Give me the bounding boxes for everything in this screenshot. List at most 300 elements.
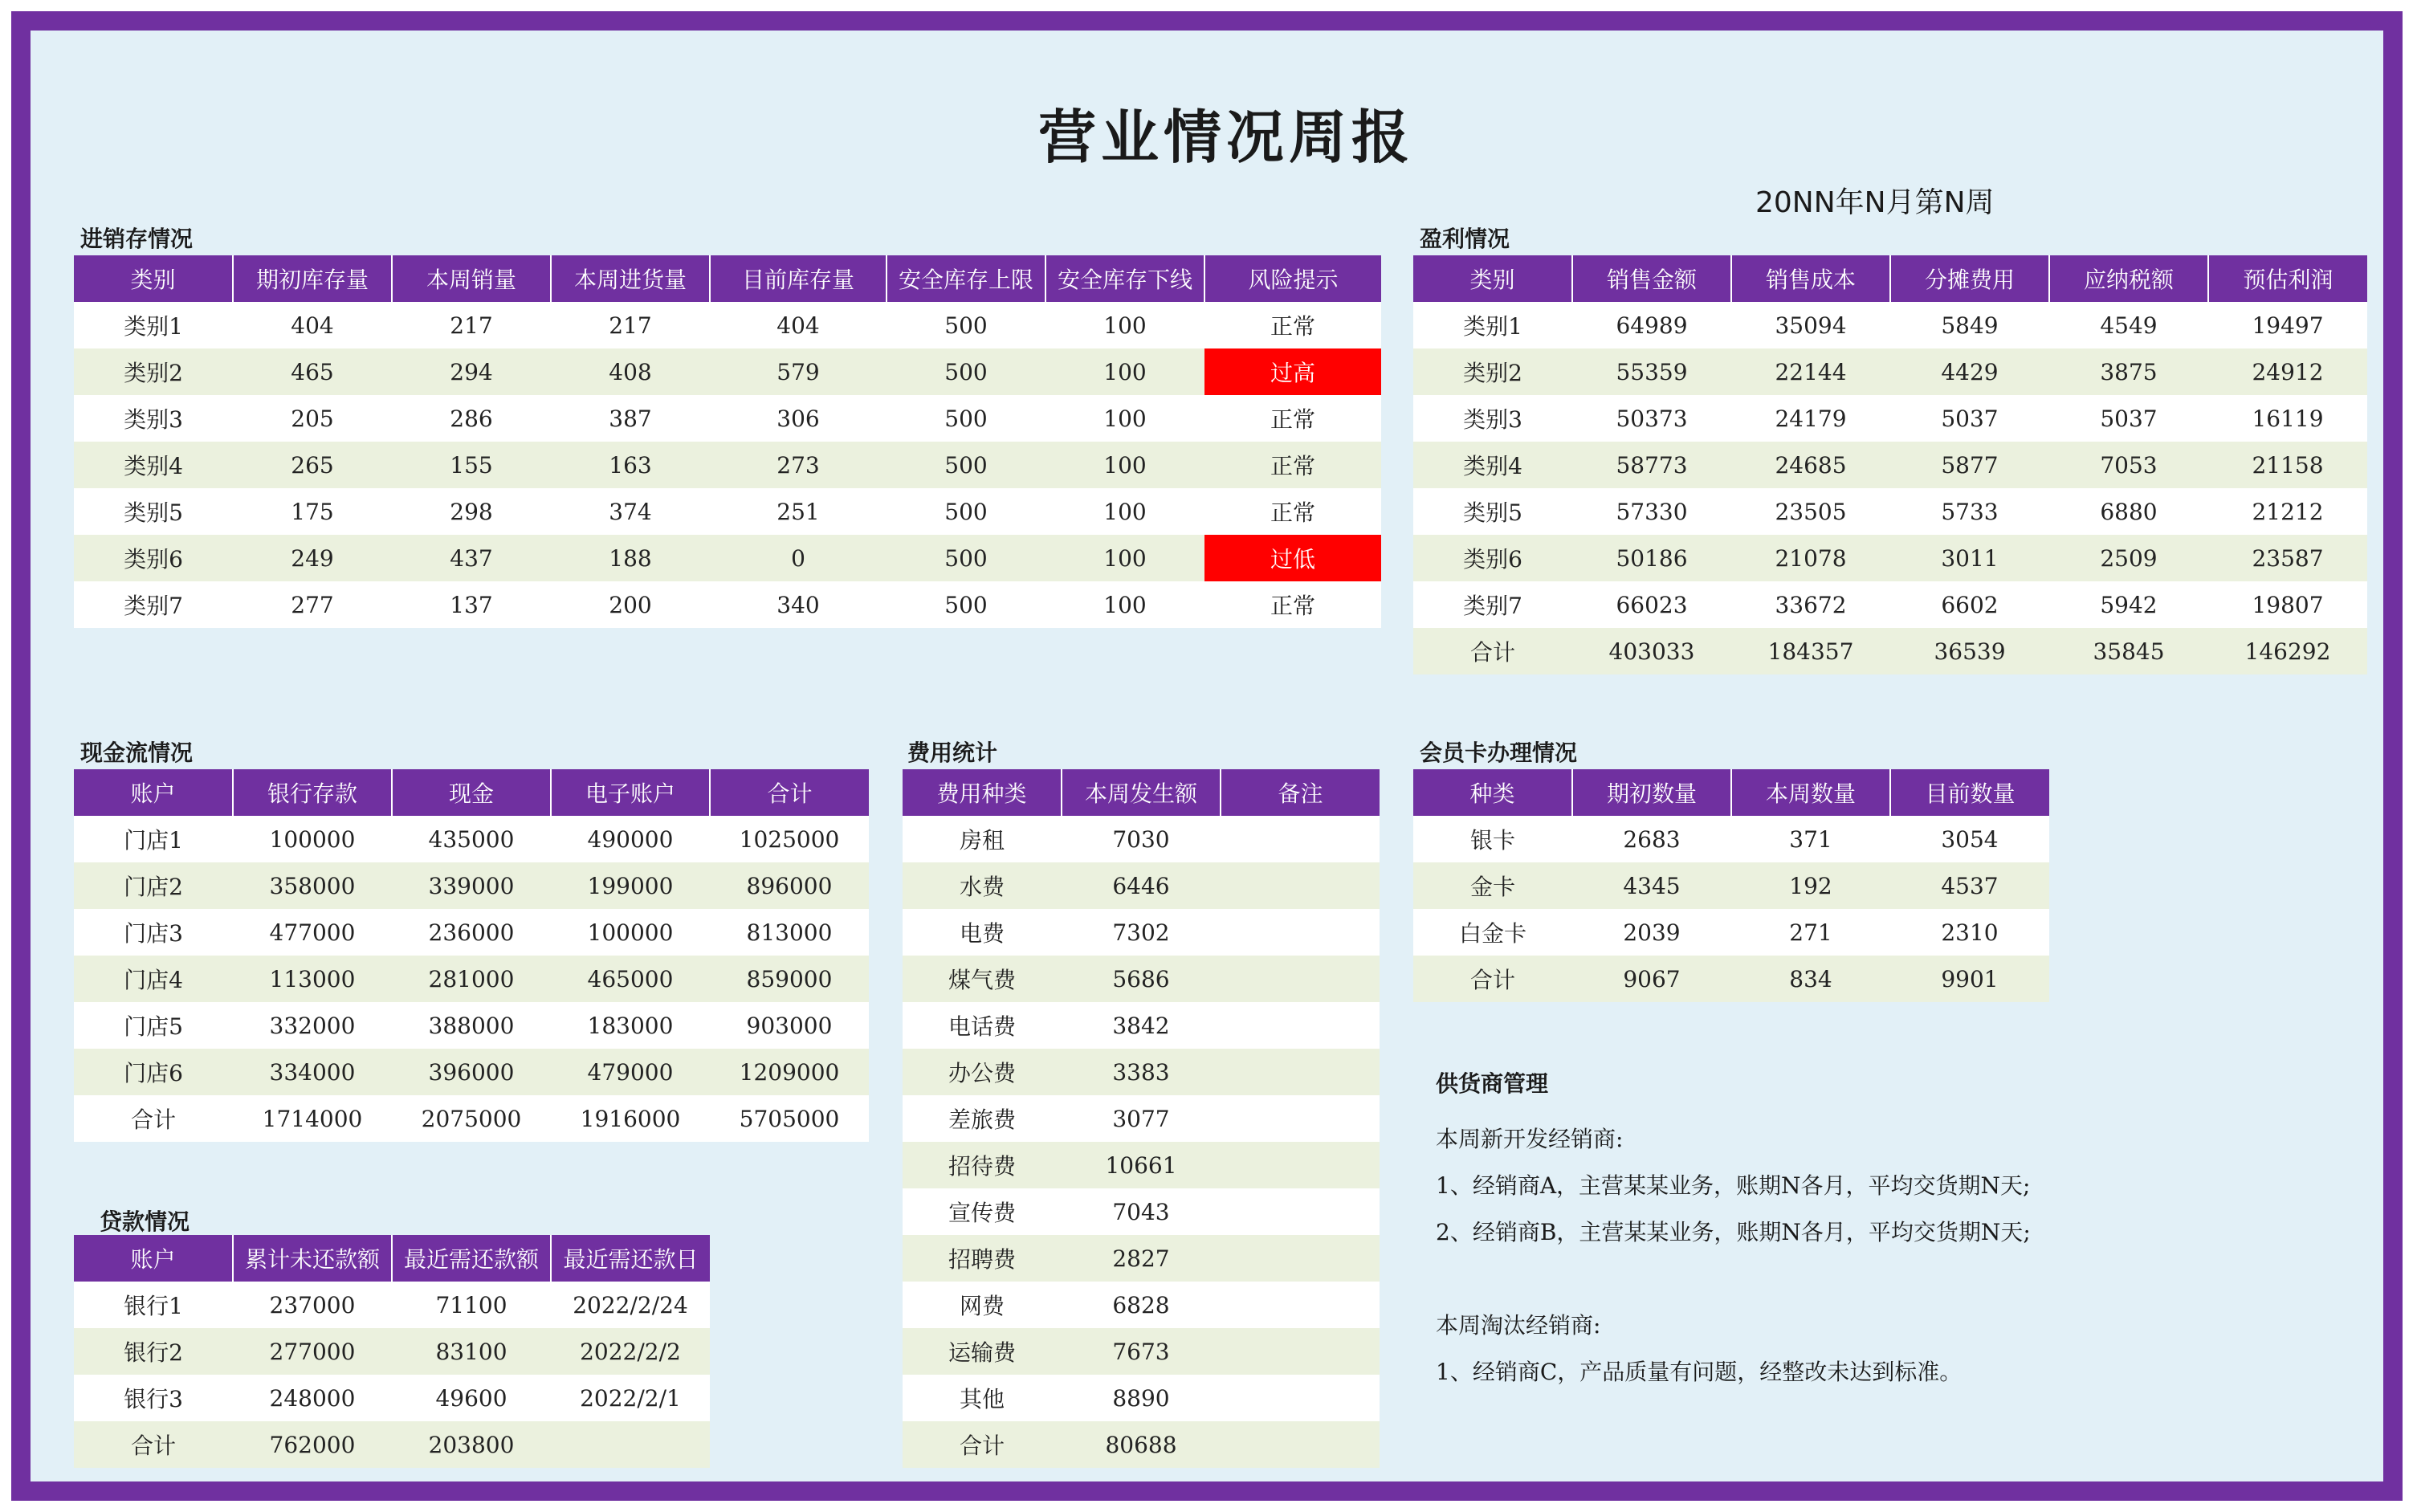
column-header: 类别	[74, 255, 233, 302]
table-cell: 正常	[1204, 395, 1381, 442]
table-cell: 合计	[903, 1421, 1062, 1468]
table-cell: 100	[1045, 442, 1204, 488]
table-row	[1413, 302, 2367, 348]
table-cell: 374	[551, 488, 710, 535]
table-cell	[1221, 909, 1380, 956]
table-cell: 网费	[903, 1282, 1062, 1328]
table-cell: 2310	[1890, 909, 2049, 956]
table-row	[903, 1282, 1380, 1328]
membership-table	[1413, 769, 2049, 1002]
table-cell: 门店6	[74, 1049, 233, 1095]
table-cell: 房租	[903, 816, 1062, 862]
table-cell: 217	[392, 302, 551, 348]
supplier-removed-item: 1、经销商C，产品质量有问题，经整改未达到标准。	[1436, 1359, 1963, 1385]
table-row	[903, 909, 1380, 956]
table-row	[903, 1095, 1380, 1142]
column-header: 应纳税额	[2049, 255, 2208, 302]
table-cell: 正常	[1204, 581, 1381, 628]
table-cell: 834	[1731, 956, 1890, 1002]
table-cell: 155	[392, 442, 551, 488]
table-row	[74, 442, 1381, 488]
table-row	[74, 1421, 710, 1468]
table-cell: 类别6	[1413, 535, 1572, 581]
table-cell: 5037	[2049, 395, 2208, 442]
table-cell: 23587	[2208, 535, 2367, 581]
table-cell: 277	[233, 581, 392, 628]
table-cell: 3054	[1890, 816, 2049, 862]
table-cell: 3842	[1062, 1002, 1221, 1049]
table-cell: 33672	[1731, 581, 1890, 628]
column-header: 类别	[1413, 255, 1572, 302]
table-cell: 271	[1731, 909, 1890, 956]
table-row	[1413, 442, 2367, 488]
table-cell: 23505	[1731, 488, 1890, 535]
table-row	[1413, 535, 2367, 581]
column-header: 安全库存上限	[887, 255, 1045, 302]
table-row	[903, 1235, 1380, 1282]
table-cell: 金卡	[1413, 862, 1572, 909]
table-cell: 白金卡	[1413, 909, 1572, 956]
table-cell: 5849	[1890, 302, 2049, 348]
table-cell: 340	[710, 581, 887, 628]
table-cell: 4537	[1890, 862, 2049, 909]
table-cell: 163	[551, 442, 710, 488]
column-header: 安全库存下线	[1045, 255, 1204, 302]
table-cell: 465	[233, 348, 392, 395]
table-cell: 205	[233, 395, 392, 442]
table-cell: 7043	[1062, 1188, 1221, 1235]
table-row	[74, 1375, 710, 1421]
column-header: 销售成本	[1731, 255, 1890, 302]
column-header: 合计	[710, 769, 869, 816]
table-cell: 7030	[1062, 816, 1221, 862]
supplier-removed-label: 本周淘汰经销商:	[1436, 1312, 1601, 1339]
table-cell: 类别2	[1413, 348, 1572, 395]
column-header: 账户	[74, 769, 233, 816]
table-cell: 合计	[1413, 956, 1572, 1002]
table-cell: 403033	[1572, 628, 1731, 674]
expenses-section-title: 费用统计	[907, 740, 998, 766]
table-cell: 50186	[1572, 535, 1731, 581]
loans-section-title: 贷款情况	[100, 1208, 190, 1235]
table-cell: 电话费	[903, 1002, 1062, 1049]
supplier-new-item: 2、经销商B，主营某某业务，账期N各月，平均交货期N天;	[1436, 1219, 2031, 1245]
table-cell: 762000	[233, 1421, 392, 1468]
table-cell	[1221, 1375, 1380, 1421]
table-cell: 招聘费	[903, 1235, 1062, 1282]
column-header: 费用种类	[903, 769, 1062, 816]
table-row	[74, 1282, 710, 1328]
table-cell: 100	[1045, 581, 1204, 628]
table-cell: 24179	[1731, 395, 1890, 442]
table-row	[1413, 862, 2049, 909]
table-cell: 类别2	[74, 348, 233, 395]
column-header: 账户	[74, 1235, 233, 1282]
inventory-table	[74, 255, 1381, 628]
table-cell: 合计	[74, 1095, 233, 1142]
supplier-spacer	[1436, 1256, 2031, 1302]
table-cell: 类别7	[1413, 581, 1572, 628]
table-cell: 137	[392, 581, 551, 628]
table-cell: 门店4	[74, 956, 233, 1002]
table-cell: 251	[710, 488, 887, 535]
risk-alert-cell: 过低	[1204, 535, 1381, 581]
table-cell: 6880	[2049, 488, 2208, 535]
table-cell: 门店5	[74, 1002, 233, 1049]
table-cell: 银行1	[74, 1282, 233, 1328]
table-row	[903, 956, 1380, 1002]
table-cell: 差旅费	[903, 1095, 1062, 1142]
table-cell: 83100	[392, 1328, 551, 1375]
table-cell: 248000	[233, 1375, 392, 1421]
table-cell: 500	[887, 348, 1045, 395]
table-cell: 404	[710, 302, 887, 348]
table-cell: 100	[1045, 302, 1204, 348]
table-cell: 80688	[1062, 1421, 1221, 1468]
column-header: 分摊费用	[1890, 255, 2049, 302]
cashflow-table	[74, 769, 869, 1142]
table-cell	[1221, 1188, 1380, 1235]
table-cell: 500	[887, 488, 1045, 535]
expenses-table	[903, 769, 1380, 1468]
table-cell: 435000	[392, 816, 551, 862]
table-row	[74, 1049, 869, 1095]
table-cell: 306	[710, 395, 887, 442]
table-row	[903, 1328, 1380, 1375]
table-row	[903, 1421, 1380, 1468]
table-row	[74, 535, 1381, 581]
column-header: 目前数量	[1890, 769, 2049, 816]
table-row	[1413, 348, 2367, 395]
table-cell: 404	[233, 302, 392, 348]
column-header: 本周销量	[392, 255, 551, 302]
table-cell: 类别1	[74, 302, 233, 348]
table-cell	[1221, 1328, 1380, 1375]
column-header: 银行存款	[233, 769, 392, 816]
table-cell: 银卡	[1413, 816, 1572, 862]
column-header: 现金	[392, 769, 551, 816]
table-cell: 21158	[2208, 442, 2367, 488]
table-cell: 1025000	[710, 816, 869, 862]
column-header: 种类	[1413, 769, 1572, 816]
table-cell: 479000	[551, 1049, 710, 1095]
table-cell: 合计	[74, 1421, 233, 1468]
table-cell: 3077	[1062, 1095, 1221, 1142]
table-row	[1413, 488, 2367, 535]
table-cell: 电费	[903, 909, 1062, 956]
table-cell: 100	[1045, 395, 1204, 442]
supplier-section-title: 供货商管理	[1436, 1070, 1549, 1097]
table-cell: 50373	[1572, 395, 1731, 442]
table-row	[903, 1188, 1380, 1235]
table-cell: 113000	[233, 956, 392, 1002]
table-cell: 192	[1731, 862, 1890, 909]
table-cell: 6828	[1062, 1282, 1221, 1328]
table-cell: 正常	[1204, 442, 1381, 488]
table-cell: 19807	[2208, 581, 2367, 628]
table-cell: 2827	[1062, 1235, 1221, 1282]
column-header: 风险提示	[1204, 255, 1381, 302]
table-row	[74, 1095, 869, 1142]
table-cell: 286	[392, 395, 551, 442]
table-cell	[1221, 1142, 1380, 1188]
table-row	[903, 1375, 1380, 1421]
table-cell: 100	[1045, 348, 1204, 395]
table-row	[1413, 395, 2367, 442]
table-cell: 2022/2/2	[551, 1328, 710, 1375]
week-label: 20NN年N月第N周	[1755, 186, 1995, 219]
loans-table	[74, 1235, 710, 1468]
supplier-section	[1436, 1066, 2031, 1396]
table-cell: 57330	[1572, 488, 1731, 535]
table-cell	[551, 1421, 710, 1468]
table-cell: 437	[392, 535, 551, 581]
table-cell: 332000	[233, 1002, 392, 1049]
report-frame	[11, 11, 2403, 1501]
profit-table	[1413, 255, 2367, 674]
table-cell: 100	[1045, 488, 1204, 535]
table-cell: 55359	[1572, 348, 1731, 395]
table-cell: 100000	[233, 816, 392, 862]
table-cell: 294	[392, 348, 551, 395]
table-cell: 24912	[2208, 348, 2367, 395]
table-cell: 招待费	[903, 1142, 1062, 1188]
table-cell: 200	[551, 581, 710, 628]
table-cell	[1221, 1095, 1380, 1142]
table-cell: 5686	[1062, 956, 1221, 1002]
table-cell: 7053	[2049, 442, 2208, 488]
table-cell: 500	[887, 302, 1045, 348]
table-row	[74, 909, 869, 956]
table-cell: 371	[1731, 816, 1890, 862]
table-cell: 3011	[1890, 535, 2049, 581]
table-row	[74, 816, 869, 862]
table-row	[74, 302, 1381, 348]
table-cell: 387	[551, 395, 710, 442]
table-header-row	[74, 769, 869, 816]
table-cell: 64989	[1572, 302, 1731, 348]
table-cell: 0	[710, 535, 887, 581]
table-cell: 银行2	[74, 1328, 233, 1375]
table-cell: 5733	[1890, 488, 2049, 535]
table-cell: 10661	[1062, 1142, 1221, 1188]
column-header: 备注	[1221, 769, 1380, 816]
column-header: 电子账户	[551, 769, 710, 816]
table-cell: 396000	[392, 1049, 551, 1095]
table-cell	[1221, 816, 1380, 862]
column-header: 期初库存量	[233, 255, 392, 302]
table-row	[903, 1002, 1380, 1049]
table-cell: 类别3	[1413, 395, 1572, 442]
column-header: 销售金额	[1572, 255, 1731, 302]
table-cell: 58773	[1572, 442, 1731, 488]
table-cell: 类别1	[1413, 302, 1572, 348]
table-cell: 277000	[233, 1328, 392, 1375]
table-header-row	[903, 769, 1380, 816]
table-cell	[1221, 1235, 1380, 1282]
table-cell: 35845	[2049, 628, 2208, 674]
table-cell: 358000	[233, 862, 392, 909]
table-cell: 煤气费	[903, 956, 1062, 1002]
table-cell: 35094	[1731, 302, 1890, 348]
table-cell: 运输费	[903, 1328, 1062, 1375]
column-header: 本周进货量	[551, 255, 710, 302]
table-cell: 类别7	[74, 581, 233, 628]
column-header: 最近需还款额	[392, 1235, 551, 1282]
table-row	[74, 488, 1381, 535]
table-cell: 7302	[1062, 909, 1221, 956]
table-cell: 正常	[1204, 488, 1381, 535]
table-cell: 合计	[1413, 628, 1572, 674]
column-header: 预估利润	[2208, 255, 2367, 302]
table-cell: 16119	[2208, 395, 2367, 442]
table-cell: 类别4	[74, 442, 233, 488]
table-cell: 100000	[551, 909, 710, 956]
table-cell: 4429	[1890, 348, 2049, 395]
table-row	[903, 816, 1380, 862]
table-cell: 49600	[392, 1375, 551, 1421]
supplier-new-item: 1、经销商A，主营某某业务，账期N各月，平均交货期N天;	[1436, 1172, 2031, 1199]
column-header: 最近需还款日	[551, 1235, 710, 1282]
table-cell	[1221, 1282, 1380, 1328]
table-cell: 500	[887, 442, 1045, 488]
table-cell	[1221, 862, 1380, 909]
table-cell: 2022/2/24	[551, 1282, 710, 1328]
table-cell: 146292	[2208, 628, 2367, 674]
table-row	[1413, 909, 2049, 956]
table-cell: 4345	[1572, 862, 1731, 909]
table-cell: 175	[233, 488, 392, 535]
table-cell: 71100	[392, 1282, 551, 1328]
table-cell: 银行3	[74, 1375, 233, 1421]
supplier-new-label: 本周新开发经销商:	[1436, 1126, 1624, 1152]
table-cell: 门店1	[74, 816, 233, 862]
table-cell: 6602	[1890, 581, 2049, 628]
table-cell: 188	[551, 535, 710, 581]
table-cell: 217	[551, 302, 710, 348]
column-header: 本周发生额	[1062, 769, 1221, 816]
table-cell: 2509	[2049, 535, 2208, 581]
table-cell: 500	[887, 581, 1045, 628]
table-cell: 21078	[1731, 535, 1890, 581]
table-cell: 490000	[551, 816, 710, 862]
table-row	[903, 1142, 1380, 1188]
table-cell: 339000	[392, 862, 551, 909]
table-cell	[1221, 1421, 1380, 1468]
table-cell	[1221, 956, 1380, 1002]
table-header-row	[1413, 769, 2049, 816]
table-header-row	[1413, 255, 2367, 302]
table-cell: 正常	[1204, 302, 1381, 348]
table-cell: 2022/2/1	[551, 1375, 710, 1421]
table-cell: 其他	[903, 1375, 1062, 1421]
membership-section-title: 会员卡办理情况	[1420, 740, 1578, 766]
table-cell: 184357	[1731, 628, 1890, 674]
table-cell: 1714000	[233, 1095, 392, 1142]
table-cell: 903000	[710, 1002, 869, 1049]
table-cell: 9901	[1890, 956, 2049, 1002]
table-cell: 2683	[1572, 816, 1731, 862]
table-cell: 236000	[392, 909, 551, 956]
table-cell: 24685	[1731, 442, 1890, 488]
table-cell: 4549	[2049, 302, 2208, 348]
table-cell: 579	[710, 348, 887, 395]
table-cell: 5037	[1890, 395, 2049, 442]
table-cell: 类别3	[74, 395, 233, 442]
table-cell	[1221, 1002, 1380, 1049]
table-cell: 273	[710, 442, 887, 488]
table-cell: 5877	[1890, 442, 2049, 488]
column-header: 本周数量	[1731, 769, 1890, 816]
table-cell: 36539	[1890, 628, 2049, 674]
table-cell: 6446	[1062, 862, 1221, 909]
table-cell: 办公费	[903, 1049, 1062, 1095]
table-cell: 22144	[1731, 348, 1890, 395]
table-cell: 237000	[233, 1282, 392, 1328]
table-row	[74, 1328, 710, 1375]
table-cell: 465000	[551, 956, 710, 1002]
table-cell: 7673	[1062, 1328, 1221, 1375]
table-cell: 334000	[233, 1049, 392, 1095]
table-cell: 3383	[1062, 1049, 1221, 1095]
table-cell: 1209000	[710, 1049, 869, 1095]
table-row	[1413, 956, 2049, 1002]
table-cell: 门店3	[74, 909, 233, 956]
table-cell: 66023	[1572, 581, 1731, 628]
table-cell: 896000	[710, 862, 869, 909]
table-row	[74, 956, 869, 1002]
column-header: 期初数量	[1572, 769, 1731, 816]
table-cell: 水费	[903, 862, 1062, 909]
table-cell: 249	[233, 535, 392, 581]
column-header: 累计未还款额	[233, 1235, 392, 1282]
table-row	[74, 862, 869, 909]
table-cell: 500	[887, 395, 1045, 442]
table-cell: 类别6	[74, 535, 233, 581]
table-row	[74, 348, 1381, 395]
table-cell: 183000	[551, 1002, 710, 1049]
table-cell: 100	[1045, 535, 1204, 581]
table-row	[1413, 628, 2367, 674]
table-cell: 19497	[2208, 302, 2367, 348]
table-cell: 500	[887, 535, 1045, 581]
table-cell: 1916000	[551, 1095, 710, 1142]
table-row	[1413, 816, 2049, 862]
table-cell: 门店2	[74, 862, 233, 909]
table-cell: 199000	[551, 862, 710, 909]
table-row	[74, 581, 1381, 628]
table-cell: 813000	[710, 909, 869, 956]
table-cell: 298	[392, 488, 551, 535]
table-cell: 类别5	[74, 488, 233, 535]
table-cell: 宣传费	[903, 1188, 1062, 1235]
table-cell: 2075000	[392, 1095, 551, 1142]
table-cell: 类别5	[1413, 488, 1572, 535]
table-cell: 9067	[1572, 956, 1731, 1002]
table-cell: 2039	[1572, 909, 1731, 956]
risk-alert-cell: 过高	[1204, 348, 1381, 395]
table-cell: 8890	[1062, 1375, 1221, 1421]
table-row	[1413, 581, 2367, 628]
table-row	[903, 1049, 1380, 1095]
table-cell: 21212	[2208, 488, 2367, 535]
table-cell: 281000	[392, 956, 551, 1002]
table-cell: 859000	[710, 956, 869, 1002]
profit-section-title: 盈利情况	[1420, 226, 1510, 252]
table-row	[74, 1002, 869, 1049]
inventory-section-title: 进销存情况	[80, 226, 194, 252]
table-row	[74, 395, 1381, 442]
